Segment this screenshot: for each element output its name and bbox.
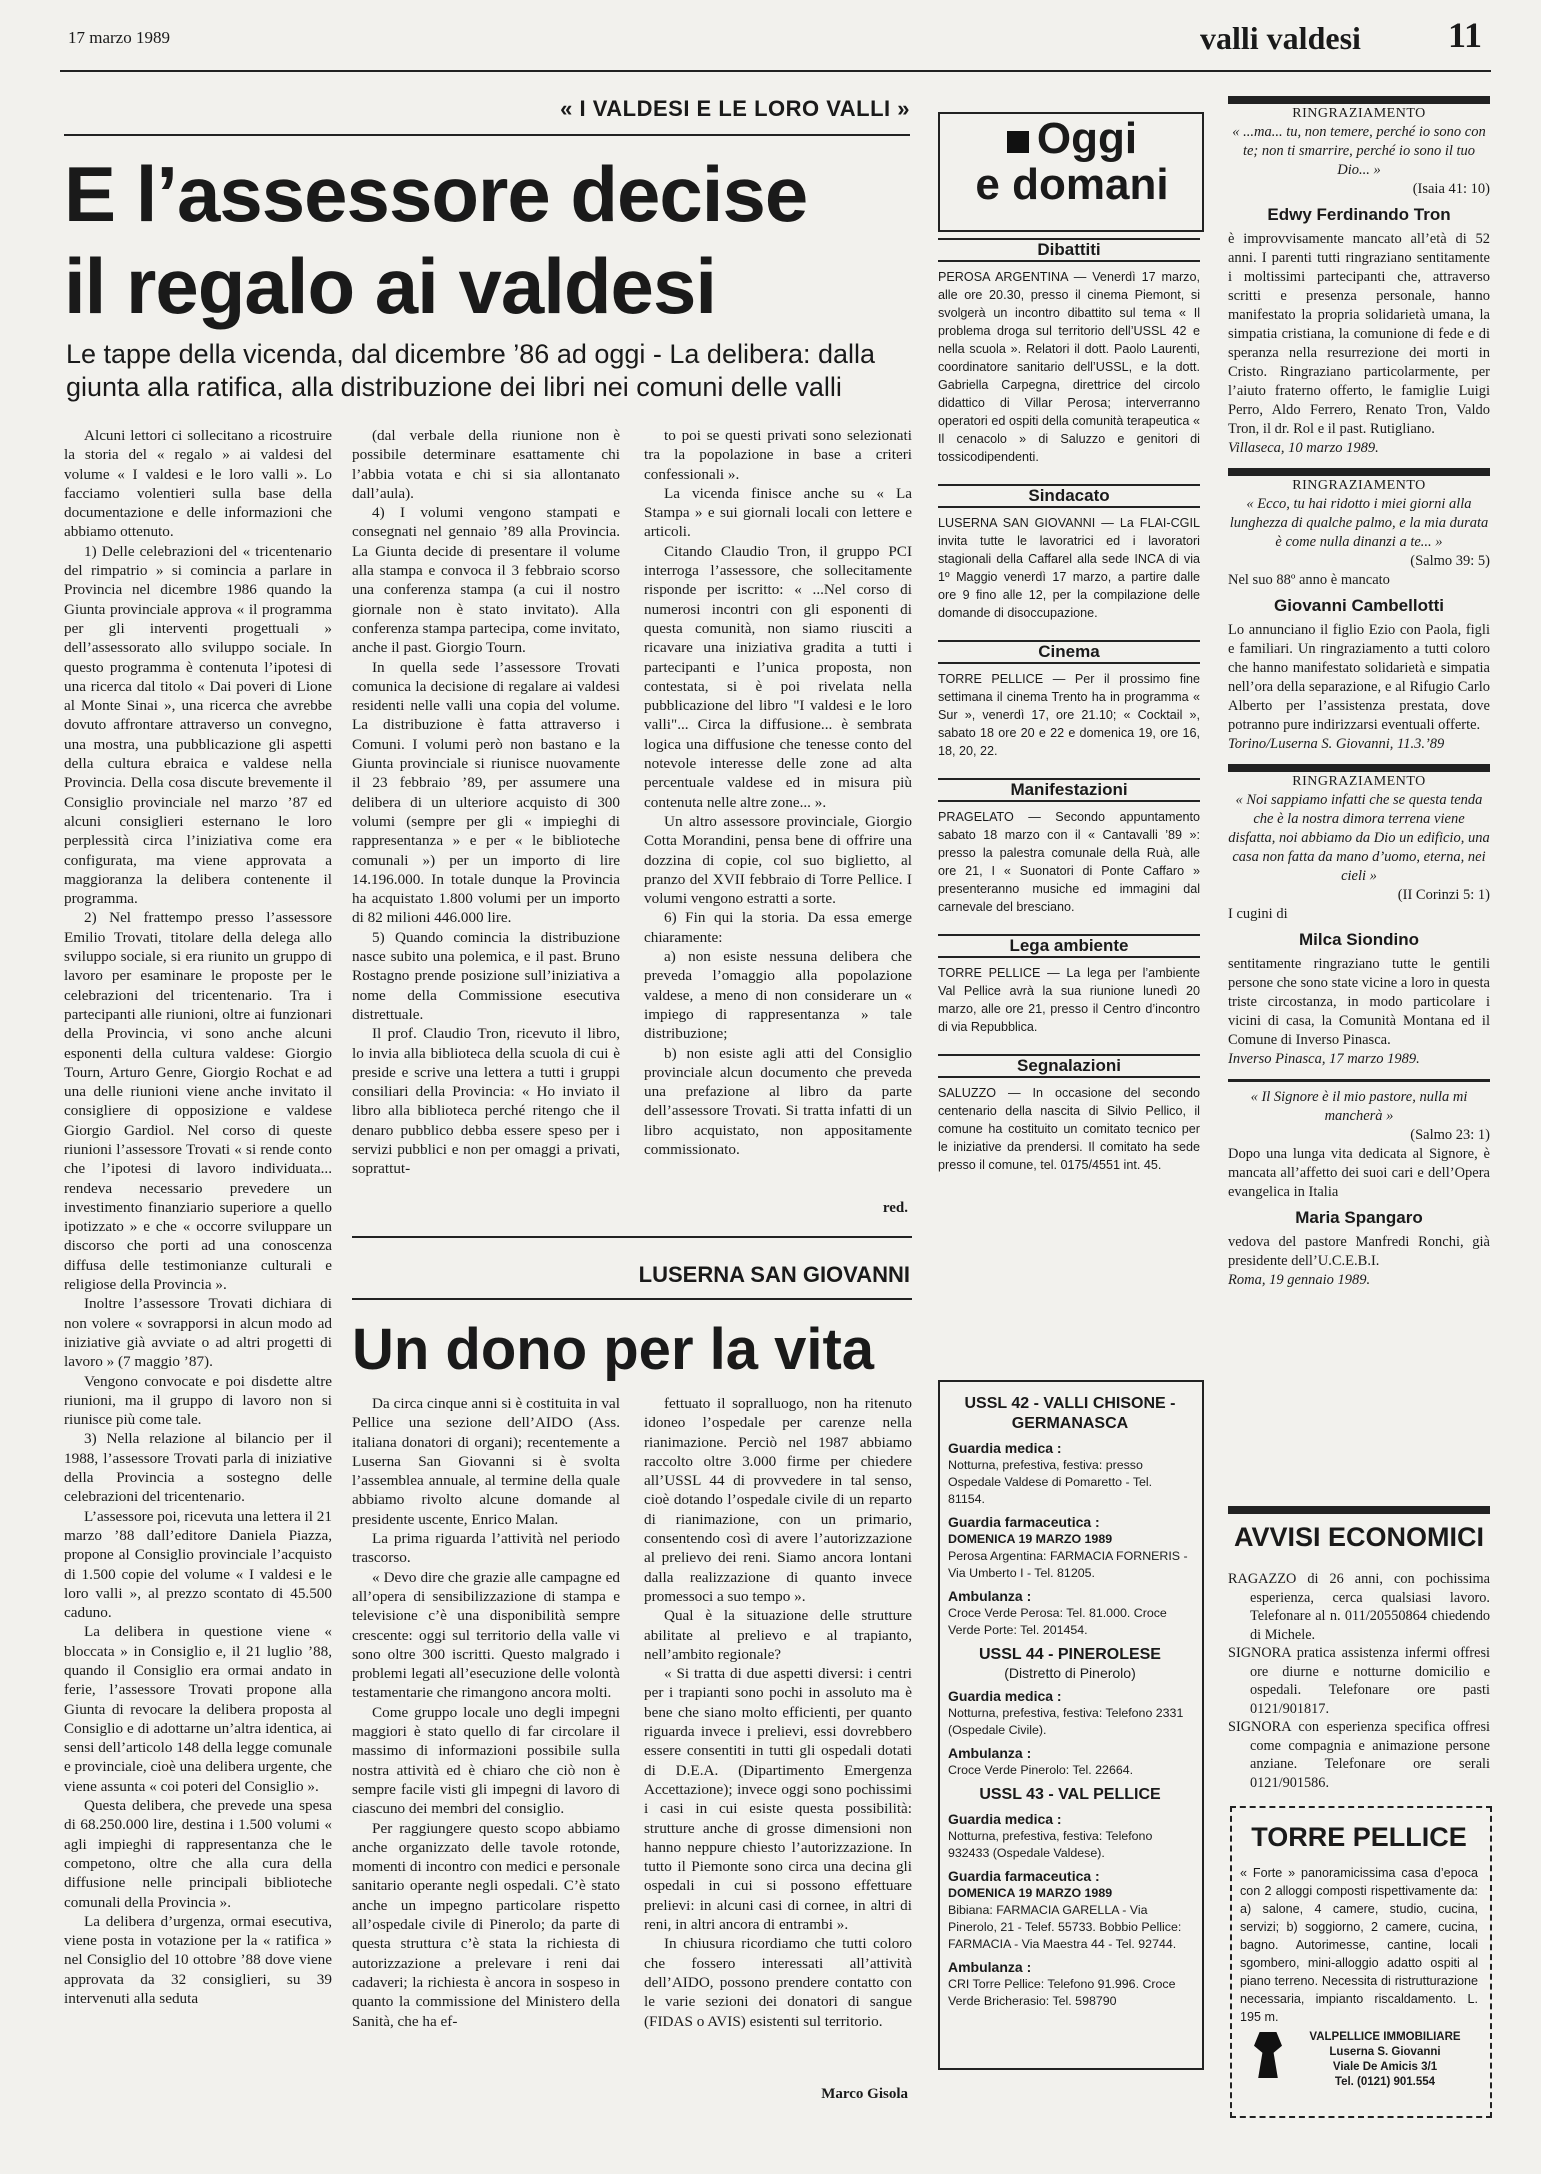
section-title: Cinema	[1038, 642, 1100, 661]
section-title: Segnalazioni	[1017, 1056, 1121, 1075]
paragraph: b) non esiste agli atti del Consiglio provinciale alcun documento che preveda una prefazione al libro da parte dell’assessore Trovati. Si tratta infatti di un libro acquistato, non appositamente commissionato.	[644, 1044, 912, 1158]
page-number: 11	[1448, 15, 1483, 55]
ussl-heading: USSL 44 - PINEROLESE	[979, 1646, 1161, 1663]
headline-line-2: il regalo ai valdesi	[64, 242, 716, 330]
ussl-subheading: Ambulanza :	[948, 1745, 1032, 1761]
ussl-subheading: Ambulanza :	[948, 1959, 1032, 1975]
section-text: PEROSA ARGENTINA — Venerdì 17 marzo, alle ore 20.30, presso il cinema Piemont, si svolgerà un incontro dibattito sul tema « Il problema droga sul territorio dell’USSL 42 e nella scuola ». Relatori il dott. Paolo Laurenti, coordinatore sanitario dell’USSL, e la dott. Gabriella Carpegna, direttrice del circolo didattico di Villar Perosa; interverranno operatori ed ospiti della comunità terapeutica « Il cenacolo » di Saluzzo e genitori di tossicodipendenti.	[938, 270, 1200, 464]
listing-section	[938, 640, 1200, 760]
ussl-text: Bibiana: FARMACIA GARELLA - Via Pinerolo, 21 - Telef. 55733. Bobbio Pellice: FARMACIA - Via Maestra 44 - Tel. 92744.	[948, 1903, 1182, 1951]
section-title: Manifestazioni	[1010, 780, 1128, 799]
notice-pre: Dopo una lunga vita dedicata al Signore, è mancata all’affetto dei suoi cari e dell’Opera evangelica in Italia	[1228, 1146, 1490, 1200]
notice-heading: RINGRAZIAMENTO	[1292, 774, 1426, 789]
agency-phone: Tel. (0121) 901.554	[1334, 2076, 1436, 2088]
paragraph: Per raggiungere questo scopo abbiamo anche organizzato delle tavole rotonde, momenti di incontro con medici e personale sanitario operante negli ospedali. C’è stato anche un impegno particolare rispetto all’ospedale civile di Pinerolo; da parte di questa struttura c’è stata la richiesta di autorizzazione a prelevare i reni dai cadaveri; la richiesta è ancora in sospeso in quanto la commissione del Ministero della Sanità, che ha ef-	[352, 1819, 620, 2030]
paragraph: La delibera in questione viene « bloccata » in Consiglio e, il 21 luglio ’88, quando il Consiglio era ormai andato in ferie, l’assessore Trovati propone alla Giunta di revocare la delibera proposta al Consiglio e di adottarne un’altra identica, ai sensi dell’articolo 148 della legge comunale e provinciale, cioè una delibera urgente, che viene assunta « coi poteri del Consiglio ».	[64, 1623, 332, 1795]
paragraph: 3) Nella relazione al bilancio per il 1988, l’assessore Trovati parla di iniziative della Provincia a sostegno delle celebrazioni del tricentenario.	[64, 1430, 332, 1506]
section-text: PRAGELATO — Secondo appuntamento sabato 18 marzo con il « Cantavalli ’89 »: presso la palestra comunale della Ruà, alle ore 21, I « Suonatori di Ponte Caffaro » presenteranno musiche ed immagini dal carnevale del bresciano.	[938, 810, 1200, 914]
notice-bar	[1228, 468, 1490, 476]
ussl-heading-sub: (Distretto di Pinerolo)	[1004, 1665, 1136, 1681]
notice-ref: (Salmo 23: 1)	[1410, 1127, 1490, 1143]
article-column-2	[352, 426, 620, 1232]
paragraph: Citando Claudio Tron, il gruppo PCI interroga l’assessore, che sollecitamente risponde per iscritto: « ...Nel corso di numerosi incontri con gli esponenti di questa comunità, non siamo riusciti a ricavare una iniziativa gradita a tutti i partecipanti e l’unica proposta, non contestata, si è poi rivelata nella pubblicazione del libro "I valdesi e le loro valli"... Circa la diffusione... è sembrata logica una diffusione che tenesse conto del notevole interesse delle zone ad alta percentuale valdese ed in misura più contenuta nelle altre zone... ».	[644, 542, 912, 811]
paragraph: « Si tratta di due aspetti diversi: i centri per i trapianti sono pochi in assoluto ma è bene che siano molto efficienti, per quanto riguarda invece i prelievi, essi dovrebbero essere consentiti in tutti gli ospedali dotati di D.E.A. (Dipartimento Emergenza Accettazione); invece oggi sono pochissimi i casi in cui esiste questa possibilità: strutture anche di grosse dimensioni non hanno neppure chiesto l’autorizzazione. In tutto il Piemonte sono circa una decina gli ospedali in cui si possono effettuare prelievi: in alcuni casi di cornee, in altri di reni, in altri ancora di entrambi ».	[644, 1665, 912, 1934]
notice-name: Edwy Ferdinando Tron	[1267, 205, 1451, 224]
listing-section	[938, 238, 1200, 466]
article-signature: red.	[882, 1200, 908, 1216]
notice-name: Milca Siondino	[1299, 930, 1419, 949]
notice-quote: « Ecco, tu hai ridotto i miei giorni alla lunghezza di qualche palmo, e la mia durata è come nulla dinanzi a te... »	[1229, 496, 1489, 550]
oggi-title-line-2: e domani	[975, 160, 1169, 209]
agency-contact	[1292, 2030, 1478, 2090]
article-headline	[64, 148, 924, 332]
square-icon	[1007, 131, 1029, 153]
listing-section	[938, 1054, 1200, 1174]
agency-address-2: Viale De Amicis 3/1	[1332, 2061, 1438, 2073]
ussl-text: Croce Verde Perosa: Tel. 81.000. Croce Verde Porte: Tel. 201454.	[948, 1606, 1167, 1637]
notice-ref: (II Corinzi 5: 1)	[1397, 887, 1490, 903]
ussl-text: Croce Verde Pinerolo: Tel. 22664.	[948, 1763, 1134, 1777]
notice-bar	[1228, 764, 1490, 772]
paragraph: Qual è la situazione delle strutture abilitate al prelievo e al trapianto, nell’ambito regionale?	[644, 1607, 912, 1663]
notice-place: Roma, 19 gennaio 1989.	[1228, 1272, 1371, 1288]
paragraph: Alcuni lettori ci sollecitano a ricostruire la storia del « regalo » ai valdesi del volume « I valdesi e le loro valli ». Lo facciamo volentieri sulla base della documentazione e delle informazioni che abbiamo ottenuto.	[64, 427, 332, 541]
listing-section	[938, 934, 1200, 1036]
ussl-services	[948, 1388, 1192, 2010]
paragraph: 6) Fin qui la storia. Da essa emerge chiaramente:	[644, 909, 912, 946]
paragraph: Un altro assessore provinciale, Giorgio Cotta Morandini, pensa bene di offrire una dozzina di copie, col suo biglietto, al pranzo del XVII febbraio di Torre Pellice. I volumi vengono estratti a sorte.	[644, 812, 912, 908]
ussl-text: Perosa Argentina: FARMACIA FORNERIS - Via Umberto I - Tel. 81205.	[948, 1549, 1188, 1580]
page-date: 17 marzo 1989	[68, 28, 170, 47]
notice-text: è improvvisamente mancato all’età di 52 anni. I parenti tutti ringraziano sentitamente i moltissimi partecipanti che, attraverso scritti e presenza personale, hanno manifestato la propria solidarietà umana, la simpatia cristiana, la comunione di fede e di speranza nella resurrezione dei morti in Cristo. Ringraziano particolarmente, per l’aiuto fraterno offerto, le famiglie Luigi Perro, Aldo Ferrero, Renato Tron, Valdo Tron, il dr. Rol e il past. Rutigliano.	[1228, 231, 1490, 437]
notice-ref: (Isaia 41: 10)	[1412, 181, 1490, 197]
newspaper-title: valli valdesi	[1200, 20, 1361, 56]
ussl-heading: USSL 42 - VALLI CHISONE - GERMANASCA	[964, 1395, 1176, 1432]
section-text: TORRE PELLICE — La lega per l’ambiente Val Pellice avrà la sua riunione lunedì 20 marzo, alle ore 21, presso il Centro d’incontro di via Repubblica.	[938, 966, 1200, 1034]
notice-pre: Nel suo 88º anno è mancato	[1228, 572, 1390, 588]
paragraph: Da circa cinque anni si è costituita in val Pellice una sezione dell’AIDO (Ass. italiana donatori di organi); recentemente a Luserna San Giovanni si è svolta l’assemblea annuale, al termine della quale abbiamo rivolto alcune domande al presidente uscente, Enrico Malan.	[352, 1395, 620, 1528]
avvisi-list	[1228, 1570, 1490, 1792]
agency-address-1: Luserna S. Giovanni	[1329, 2046, 1441, 2058]
notice-place: Torino/Luserna S. Giovanni, 11.3.’89	[1228, 736, 1445, 752]
oggi-title	[952, 116, 1192, 208]
agency-name: VALPELLICE IMMOBILIARE	[1309, 2031, 1461, 2043]
section-text: SALUZZO — In occasione del secondo centenario della nascita di Silvio Pellico, il comune ha costituito un comitato tecnico per le iniziative da prendersi. Il comitato ha sede presso il comune, tel. 0175/4551 int. 45.	[938, 1086, 1200, 1172]
ussl-subheading: Guardia medica :	[948, 1688, 1062, 1704]
notice-place: Villaseca, 10 marzo 1989.	[1228, 440, 1379, 456]
ussl-subheading: Guardia farmaceutica :	[948, 1868, 1100, 1884]
article2-kicker: LUSERNA SAN GIOVANNI	[638, 1262, 910, 1287]
article2-column-1	[352, 1394, 620, 2104]
ussl-heading: USSL 43 - VAL PELLICE	[979, 1786, 1161, 1803]
ussl-subheading: Guardia medica :	[948, 1811, 1062, 1827]
notice-name: Giovanni Cambellotti	[1273, 596, 1445, 615]
paragraph: to poi se questi privati sono selezionati tra la popolazione in base a criteri confessionali ».	[644, 427, 912, 483]
article2-signature: Marco Gisola	[821, 2086, 908, 2102]
ussl-subheading: Guardia farmaceutica :	[948, 1514, 1100, 1530]
header-rule	[60, 70, 1491, 72]
notice-text: vedova del pastore Manfredi Ronchi, già presidente dell’U.C.E.B.I.	[1228, 1234, 1490, 1269]
listing-section	[938, 484, 1200, 622]
avvisi-bar	[1228, 1506, 1490, 1514]
notice-ref: (Salmo 39: 5)	[1410, 553, 1490, 569]
paragraph: 2) Nel frattempo presso l’assessore Emilio Trovati, titolare della delega allo sviluppo sociale, si era riunito un gruppo di lavoro per esaminare le proposte per le celebrazioni del tricentenario. Tra i partecipanti alle riunioni, oltre ai funzionari della Provincia, vi sono anche alcuni esponenti della cultura valdese: Giorgio Tourn, Arturo Genre, Giorgio Rochat e ad una delle riunioni viene anche invitato il consigliere di opposizione e valdese Giorgio Gardiol. Nel corso di queste riunioni l’assessore Trovati « si rende conto che l’ipotesi di lavoro individuata... rendeva necessario prevedere un investimento finanziario superiore a quello ipotizzato » e che « occorre sviluppare un discorso che porti ad una conoscenza diffusa delle testimonianze culturali e religiose della Provincia ».	[64, 909, 332, 1294]
avvisi-title: AVVISI ECONOMICI	[1233, 1522, 1485, 1552]
oggi-title-line-1: Oggi	[1036, 114, 1138, 163]
paragraph: La vicenda finisce anche su « La Stampa » e sui giornali locali con lettere e articoli.	[644, 484, 912, 541]
article-kicker: « I VALDESI E LE LORO VALLI »	[560, 96, 910, 121]
ussl-date: DOMENICA 19 MARZO 1989	[948, 1532, 1113, 1546]
paragraph: La prima riguarda l’attività nel periodo trascorso.	[352, 1530, 620, 1567]
article2-headline: Un dono per la vita	[352, 1317, 875, 1382]
classified-ad: SIGNORA con esperienza specifica offresi come compagnia e animazione persone anziane. Telefonare ore serali 0121/901586.	[1228, 1719, 1490, 1791]
notice-text: sentitamente ringraziano tutte le gentili persone che sono state vicine a loro in questa triste circostanza, in modo particolare i vicini di casa, la Comunità Montana ed il Comune di Inverso Pinasca.	[1228, 956, 1490, 1048]
section-rule	[352, 1236, 912, 1238]
ussl-subheading: Guardia medica :	[948, 1440, 1062, 1456]
oggi-listings	[938, 238, 1200, 1174]
notice-quote: « Il Signore è il mio pastore, nulla mi mancherà »	[1250, 1089, 1468, 1124]
section-title: Dibattiti	[1037, 240, 1101, 259]
article2-column-2	[644, 1394, 912, 2084]
paragraph: Questa delibera, che prevede una spesa di 68.250.000 lire, destina i 1.500 volumi « agli impieghi di rappresentanza che le competono, oltre che alla cura della diffusione nelle principali biblioteche comunali della Provincia ».	[64, 1797, 332, 1911]
section-title: Lega ambiente	[1009, 936, 1129, 955]
notice-pre: I cugini di	[1228, 906, 1288, 922]
notice-place: Inverso Pinasca, 17 marzo 1989.	[1228, 1051, 1420, 1067]
ussl-subheading: Ambulanza :	[948, 1588, 1032, 1604]
notice-heading: RINGRAZIAMENTO	[1292, 478, 1426, 493]
notice-heading: RINGRAZIAMENTO	[1292, 106, 1426, 121]
kicker-rule	[352, 1298, 912, 1300]
paragraph: 5) Quando comincia la distribuzione nasce subito una polemica, e il past. Bruno Rostagno prende posizione sull’iniziativa a nome della Commissione esecutiva distrettuale.	[352, 928, 620, 1023]
section-text: TORRE PELLICE — Per il prossimo fine settimana il cinema Trento ha in programma « Sur », venerdì 17, ore 21.10; « Cocktail », sabato 18 ore 20 e 22 e domenica 19, ore 16, 18, 20, 22.	[938, 672, 1200, 758]
ussl-text: Notturna, prefestiva, festiva: Telefono 2331 (Ospedale Civile).	[948, 1706, 1184, 1737]
notice-quote: « Noi sappiamo infatti che se questa tenda che è la nostra dimora terrena viene disfatta, noi abbiamo da Dio un edificio, una casa non fatta da mano d’uomo, eterna, nei cieli »	[1228, 792, 1490, 884]
classified-ad: RAGAZZO di 26 anni, con pochissima esperienza, cerca qualsiasi lavoro. Telefonare al n. 011/20550864 chiedendo di Michele.	[1228, 1571, 1490, 1643]
paragraph: 4) I volumi vengono stampati e consegnati nel gennaio ’89 alla Provincia. La Giunta decide di presentare il volume alla stampa e convoca il 3 febbraio scorso una conferenza stampa (a cui il nostro giornale non è stato invitato). Alla conferenza stampa partecipa, come invitato, anche il past. Giorgio Tourn.	[352, 504, 620, 657]
ussl-text: CRI Torre Pellice: Telefono 91.996. Croce Verde Bricherasio: Tel. 598790	[948, 1977, 1176, 2008]
paragraph: 1) Delle celebrazioni del « tricentenario del rimpatrio » si comincia a parlare in Provincia nel dicembre 1986 quando la Giunta provinciale approva « il programma per gli interventi progettuali » dell’assessorato allo sviluppo sociale. In questo programma è contenuta l’ipotesi di una ricerca dal titolo « Dai poveri di Lione al Monte Sinai », una ricerca che avrebbe dovuto affrontare attraverso un convegno, una mostra, una pubblicazione gli aspetti della cultura ebraica e valdese nella Provincia. Della cosa discute brevemente il Consiglio provinciale nel marzo ’87 ed alcuni consiglieri esternano le loro perplessità circa l’iniziativa come era configurata, ma viene approvata a maggioranza la delibera contenente il programma.	[64, 542, 332, 908]
ringraziamenti-column	[1228, 96, 1490, 1290]
paragraph: Il prof. Claudio Tron, ricevuto il libro, lo invia alla biblioteca della scuola di cui è preside e scrive una lettera a tutti i gruppi consiliari della Provincia: « Ho inviato il libro alla biblioteca perché ritengo che il denaro pubblico debba essere speso per i servizi pubblici e non per omaggi a privati, soprattut-	[352, 1025, 620, 1178]
paragraph: In chiusura ricordiamo che tutti coloro che fossero interessati all’attività dell’AIDO, possono prendere contatto con le varie sezioni dei donatori di sangue (FIDAS o AVIS) esistenti sul territorio.	[644, 1935, 912, 2030]
notice-text: Lo annunciano il figlio Ezio con Paola, figli e familiari. Un ringraziamento a tutti coloro che hanno manifestato solidarietà e simpatia nell’ora della separazione, e al Rifugio Carlo Alberto per l’assistenza prestata, dove potranno pure indirizzarsi eventuali offerte.	[1228, 622, 1490, 733]
article-column-3	[644, 426, 912, 1206]
paragraph: L’assessore poi, ricevuta una lettera il 21 marzo ’88 dall’editore Daniela Piazza, propone al Consiglio provinciale l’acquisto di 1.500 copie del volume « I valdesi e le loro valli », al prezzo scontato di 45.500 caduno.	[64, 1507, 332, 1622]
real-estate-ad-title: TORRE PELLICE	[1251, 1822, 1467, 1852]
notice-quote: « ...ma... tu, non temere, perché io sono con te; non ti smarrire, perché io sono il tuo Dio... »	[1232, 124, 1486, 178]
paragraph: In quella sede l’assessore Trovati comunica la decisione di regalare ai valdesi residenti nelle valli una copia del volume. La distribuzione è fatta attraverso i Comuni. I volumi però non bastano e la Giunta provinciale si riunisce nuovamente il 23 febbraio ’89, per assumere una delibera di un ulteriore acquisto di 300 volumi (sempre per gli « impieghi di rappresentanza » e per « le biblioteche comunali ») per un importo di lire 14.196.000. In totale dunque la Provincia ha acquistato 1.800 volumi per un importo di 82 milioni 446.000 lire.	[352, 658, 620, 927]
paragraph: fettuato il sopralluogo, non ha ritenuto idoneo l’ospedale per carenze nella rianimazione. Perciò nel 1987 abbiamo raccolto oltre 3.000 firme per chiedere all’USSL 44 di provvedere in tal senso, cioè dotando l’ospedale civile di un reparto di rianimazione, con un primario, consentendo così di avere l’autorizzazione al prelievo dei reni. Siamo ancora lontani dalla realizzazione di quanto invece promessoci a suo tempo ».	[644, 1395, 912, 1605]
real-estate-ad-text: « Forte » panoramicissima casa d’epoca con 2 alloggi composti rispettivamente da: a) salone, 4 camere, studio, cucina, servizi; b) soggiorno, 2 camere, cucina, bagno. Autorimesse, cantine, locali sgombero, mini-alloggio adatto ospiti al piano terreno. Necessita di ristrutturazione necessaria, impianto riscaldamento. L. 195 m.	[1240, 1866, 1478, 2024]
ussl-text: Notturna, prefestiva, festiva: Telefono 932433 (Ospedale Valdese).	[948, 1829, 1153, 1860]
paragraph: (dal verbale della riunione non è possibile determinare esattamente chi l’abbia votata e chi si sia allontanato dall’aula).	[352, 427, 620, 502]
paragraph: La delibera d’urgenza, ormai esecutiva, viene posta in votazione per la « ratifica » nel Consiglio del 10 ottobre ’88 dove viene approvata da 32 consiglieri, su 39 intervenuti alla seduta	[64, 1912, 332, 2008]
listing-section	[938, 778, 1200, 916]
paragraph: Inoltre l’assessore Trovati dichiara di non volere « sovrapporsi in alcun modo ad iniziative già avviate o ad altri progetti di lavoro » (7 maggio ’87).	[64, 1295, 332, 1371]
paragraph: « Devo dire che grazie alle campagne ed all’opera di sensibilizzazione di stampa e televisione c’è una disponibilità sempre crescente: oggi sul territorio della valle vi sono oltre 300 iscritti. Questo malgrado i problemi legati all’esecuzione delle volontà testamentarie che rimangono ancora molti.	[352, 1568, 620, 1702]
section-title: Sindacato	[1028, 486, 1110, 505]
section-text: LUSERNA SAN GIOVANNI — La FLAI-CGIL invita tutte le lavoratrici ed i lavoratori stagionali della Caffarel alla sede INCA di via 1º Maggio venerdì 17 marzo, a partire dalle ore 9 fino alle 12, per la compilazione delle domande di disoccupazione.	[938, 516, 1200, 620]
ussl-text: Notturna, prefestiva, festiva: presso Ospedale Valdese di Pomaretto - Tel. 81154.	[948, 1458, 1153, 1506]
notice-bar	[1228, 1079, 1490, 1082]
kicker-rule	[64, 134, 910, 136]
article-column-1	[64, 426, 332, 2110]
paragraph: a) non esiste nessuna delibera che preveda l’omaggio alla popolazione valdese, a meno di non considerare un « impiego di rappresentanza » tale distribuzione;	[644, 948, 912, 1043]
paragraph: Vengono convocate e poi disdette altre riunioni, ma il gruppo di lavoro non si riunisce più come tale.	[64, 1372, 332, 1429]
notice-bar	[1228, 96, 1490, 104]
headline-line-1: E l’assessore decise	[64, 150, 808, 238]
classified-ad: SIGNORA pratica assistenza infermi offresi ore diurne e notturne domicilio e ospedali. Telefonare ore pasti 0121/901817.	[1228, 1645, 1490, 1717]
article-subhead: Le tappe della vicenda, dal dicembre ’86 ad oggi - La delibera: dalla giunta alla ratifica, alla distribuzione dei libri nei comuni delle valli	[66, 339, 876, 402]
notice-name: Maria Spangaro	[1295, 1208, 1423, 1227]
ussl-date: DOMENICA 19 MARZO 1989	[948, 1886, 1113, 1900]
paragraph: Come gruppo locale uno degli impegni maggiori è stato quello di far circolare il massimo di informazioni possibile sulla nostra attività ed è chiaro che ciò non è sempre facile visti gli impegni di lavoro di ciascuno dei membri del consiglio.	[352, 1703, 620, 1818]
